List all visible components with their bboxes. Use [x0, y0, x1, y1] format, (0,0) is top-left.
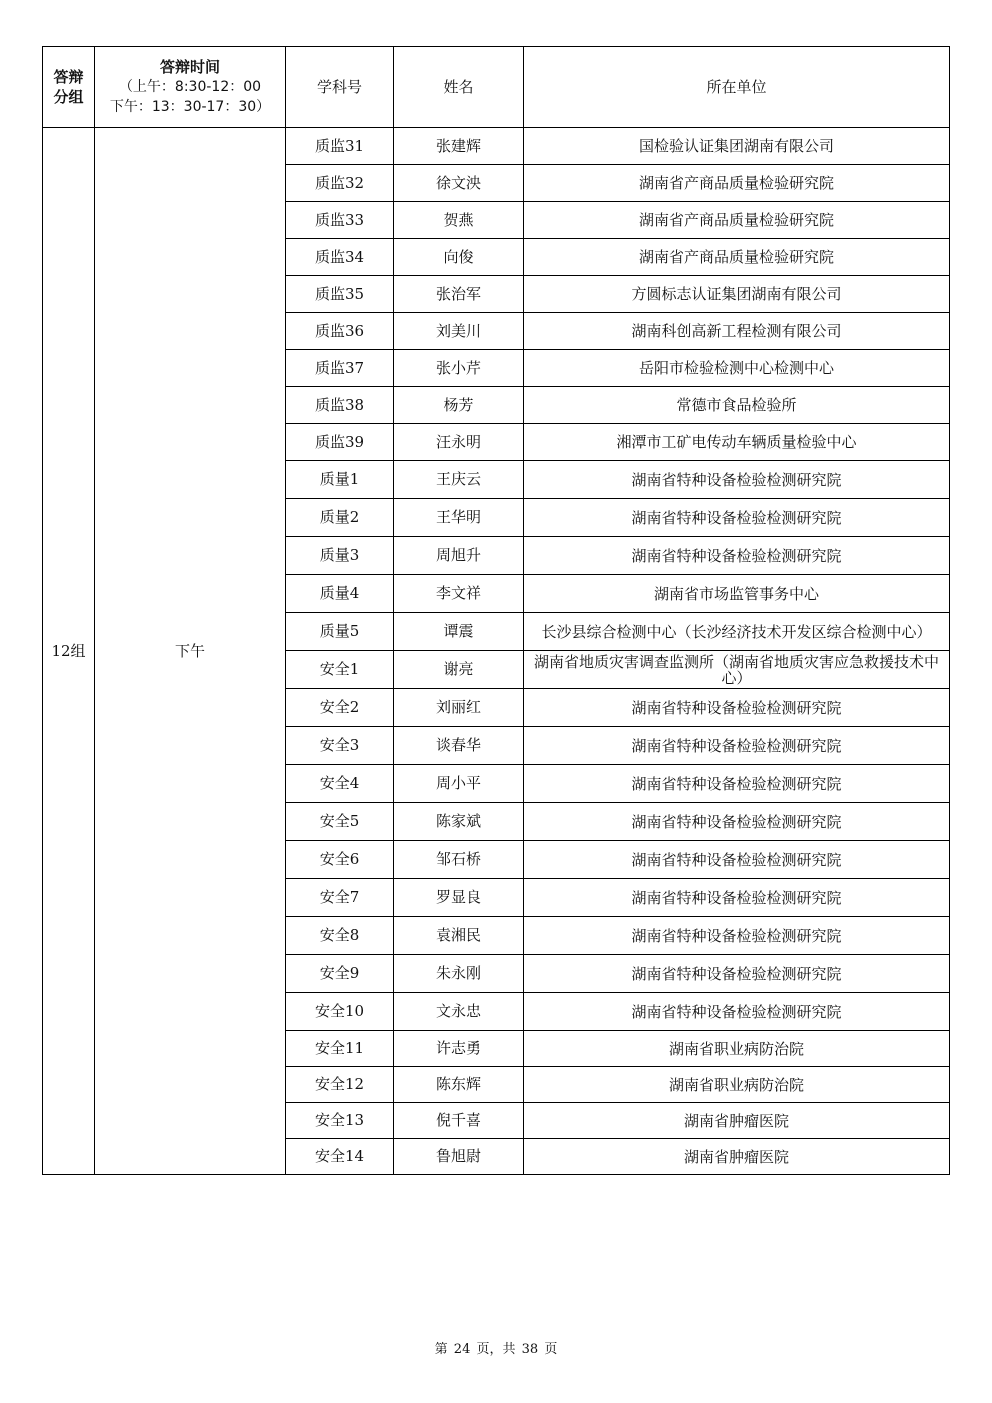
subject-code-cell: 质监34 — [286, 239, 394, 276]
subject-code-cell: 质监37 — [286, 350, 394, 387]
unit-cell — [524, 651, 950, 689]
person-name-cell: 袁湘民 — [394, 917, 524, 955]
footer-page-total: 38 — [521, 1342, 539, 1357]
table-body — [43, 128, 950, 1175]
unit-cell — [524, 1139, 950, 1175]
unit-text: 湖南省地质灾害调查监测所（湖南省地质灾害应急救援技术中心） — [533, 652, 939, 687]
unit-text: 湖南省特种设备检验检测研究院 — [631, 964, 842, 983]
subject-code-cell: 安全9 — [286, 955, 394, 993]
unit-cell — [524, 1067, 950, 1103]
unit-cell — [524, 803, 950, 841]
subject-code-cell: 安全1 — [286, 651, 394, 689]
person-name-cell: 朱永刚 — [394, 955, 524, 993]
unit-text: 湖南省肿瘤医院 — [683, 1111, 789, 1130]
defense-schedule-table — [42, 46, 950, 1175]
unit-text: 湘潭市工矿电传动车辆质量检验中心 — [616, 433, 857, 451]
unit-cell — [524, 239, 950, 276]
person-name-cell: 陈家斌 — [394, 803, 524, 841]
unit-cell — [524, 613, 950, 651]
subject-code-cell: 安全5 — [286, 803, 394, 841]
subject-code-cell: 质量5 — [286, 613, 394, 651]
footer-mid: 页，共 — [476, 1342, 516, 1357]
subject-code-cell: 质监36 — [286, 313, 394, 350]
unit-text: 湖南省市场监管事务中心 — [653, 584, 819, 603]
subject-code-cell: 安全8 — [286, 917, 394, 955]
table-header-row — [43, 47, 950, 128]
subject-code-cell: 安全11 — [286, 1031, 394, 1067]
unit-text: 湖南省特种设备检验检测研究院 — [631, 888, 842, 907]
unit-cell — [524, 841, 950, 879]
subject-code-cell: 质量1 — [286, 461, 394, 499]
unit-text: 湖南省特种设备检验检测研究院 — [631, 736, 842, 755]
header-time — [95, 47, 286, 128]
unit-cell — [524, 1031, 950, 1067]
unit-text: 常德市食品检验所 — [676, 396, 797, 414]
subject-code-cell: 安全4 — [286, 765, 394, 803]
unit-cell — [524, 765, 950, 803]
person-name-cell: 杨芳 — [394, 387, 524, 424]
person-name-cell: 徐文泱 — [394, 165, 524, 202]
unit-text: 湖南省特种设备检验检测研究院 — [631, 812, 842, 831]
unit-text: 湖南省产商品质量检验研究院 — [638, 174, 834, 192]
unit-text: 湖南省产商品质量检验研究院 — [638, 248, 834, 266]
unit-text: 湖南省特种设备检验检测研究院 — [631, 926, 842, 945]
header-time-morning: （上午：8:30-12：00 — [118, 79, 262, 95]
person-name-cell: 鲁旭尉 — [394, 1139, 524, 1175]
unit-text: 湖南省特种设备检验检测研究院 — [631, 508, 842, 527]
person-name-cell: 汪永明 — [394, 424, 524, 461]
unit-text: 湖南省特种设备检验检测研究院 — [631, 774, 842, 793]
subject-code-cell: 质监31 — [286, 128, 394, 165]
header-group — [43, 47, 95, 128]
group-cell: 12组 — [43, 128, 95, 1175]
unit-cell — [524, 575, 950, 613]
unit-text: 岳阳市检验检测中心检测中心 — [638, 359, 834, 377]
person-name-cell: 张建辉 — [394, 128, 524, 165]
unit-text: 湖南科创高新工程检测有限公司 — [631, 322, 842, 340]
unit-cell — [524, 955, 950, 993]
header-unit: 所在单位 — [524, 47, 950, 128]
person-name-cell: 张小芹 — [394, 350, 524, 387]
subject-code-cell: 安全2 — [286, 689, 394, 727]
unit-text: 湖南省肿瘤医院 — [683, 1147, 789, 1166]
unit-text: 湖南省职业病防治院 — [668, 1075, 804, 1094]
person-name-cell: 王华明 — [394, 499, 524, 537]
person-name-cell: 谭震 — [394, 613, 524, 651]
header-time-afternoon: 下午：13：30-17：30） — [109, 99, 271, 115]
unit-cell — [524, 165, 950, 202]
person-name-cell: 贺燕 — [394, 202, 524, 239]
person-name-cell: 李文祥 — [394, 575, 524, 613]
person-name-cell: 文永忠 — [394, 993, 524, 1031]
person-name-cell: 周小平 — [394, 765, 524, 803]
unit-cell — [524, 537, 950, 575]
subject-code-cell: 质量4 — [286, 575, 394, 613]
subject-code-cell: 安全6 — [286, 841, 394, 879]
person-name-cell: 张治军 — [394, 276, 524, 313]
subject-code-cell: 质监39 — [286, 424, 394, 461]
person-name-cell: 刘丽红 — [394, 689, 524, 727]
person-name-cell: 陈东辉 — [394, 1067, 524, 1103]
person-name-cell: 谈春华 — [394, 727, 524, 765]
header-name: 姓名 — [394, 47, 524, 128]
person-name-cell: 周旭升 — [394, 537, 524, 575]
unit-text: 湖南省特种设备检验检测研究院 — [631, 850, 842, 869]
unit-text: 国检验认证集团湖南有限公司 — [638, 137, 834, 155]
subject-code-cell: 安全13 — [286, 1103, 394, 1139]
header-subject-no: 学科号 — [286, 47, 394, 128]
unit-text: 湖南省特种设备检验检测研究院 — [631, 1002, 842, 1021]
footer-prefix: 第 — [434, 1342, 448, 1357]
footer-suffix: 页 — [544, 1342, 558, 1357]
unit-text: 方圆标志认证集团湖南有限公司 — [631, 285, 842, 303]
subject-code-cell: 安全3 — [286, 727, 394, 765]
person-name-cell: 倪千喜 — [394, 1103, 524, 1139]
unit-cell — [524, 424, 950, 461]
unit-text: 长沙县综合检测中心（长沙经济技术开发区综合检测中心） — [541, 622, 932, 641]
unit-text: 湖南省职业病防治院 — [668, 1039, 804, 1058]
header-time-title: 答辩时间 — [159, 58, 220, 76]
header-group-label: 答辩分组 — [53, 68, 84, 106]
unit-text: 湖南省特种设备检验检测研究院 — [631, 546, 842, 565]
person-name-cell: 邹石桥 — [394, 841, 524, 879]
subject-code-cell: 质量2 — [286, 499, 394, 537]
person-name-cell: 刘美川 — [394, 313, 524, 350]
unit-cell — [524, 689, 950, 727]
table-row — [43, 128, 950, 165]
unit-cell — [524, 313, 950, 350]
unit-cell — [524, 128, 950, 165]
session-cell: 下午 — [95, 128, 286, 1175]
unit-text: 湖南省特种设备检验检测研究院 — [631, 698, 842, 717]
unit-text: 湖南省产商品质量检验研究院 — [638, 211, 834, 229]
unit-cell — [524, 499, 950, 537]
subject-code-cell: 安全7 — [286, 879, 394, 917]
person-name-cell: 谢亮 — [394, 651, 524, 689]
page-footer — [0, 1338, 992, 1357]
subject-code-cell: 质监38 — [286, 387, 394, 424]
subject-code-cell: 安全14 — [286, 1139, 394, 1175]
unit-cell — [524, 727, 950, 765]
subject-code-cell: 质量3 — [286, 537, 394, 575]
unit-cell — [524, 993, 950, 1031]
person-name-cell: 向俊 — [394, 239, 524, 276]
subject-code-cell: 质监35 — [286, 276, 394, 313]
person-name-cell: 罗显良 — [394, 879, 524, 917]
unit-cell — [524, 1103, 950, 1139]
unit-cell — [524, 387, 950, 424]
unit-cell — [524, 917, 950, 955]
footer-page-current: 24 — [453, 1342, 471, 1357]
subject-code-cell: 质监33 — [286, 202, 394, 239]
unit-cell — [524, 461, 950, 499]
unit-cell — [524, 202, 950, 239]
subject-code-cell: 质监32 — [286, 165, 394, 202]
unit-text: 湖南省特种设备检验检测研究院 — [631, 470, 842, 489]
subject-code-cell: 安全10 — [286, 993, 394, 1031]
person-name-cell: 许志勇 — [394, 1031, 524, 1067]
unit-cell — [524, 350, 950, 387]
unit-cell — [524, 276, 950, 313]
person-name-cell: 王庆云 — [394, 461, 524, 499]
unit-cell — [524, 879, 950, 917]
subject-code-cell: 安全12 — [286, 1067, 394, 1103]
